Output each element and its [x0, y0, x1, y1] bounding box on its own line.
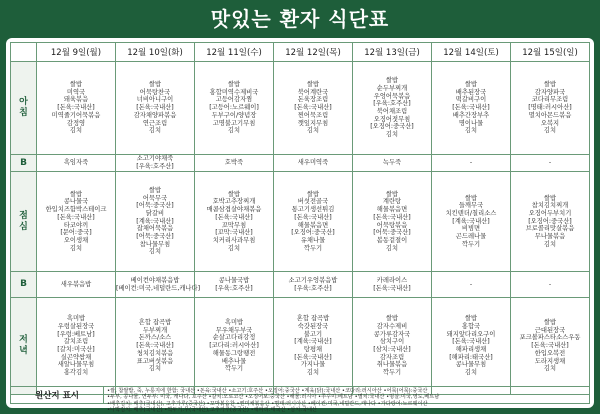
menu-item: [꼬막:국내산]	[215, 229, 253, 237]
menu-item: 치커리사과무침	[212, 236, 256, 244]
snack2-cell	[432, 272, 511, 298]
menu-item: 순살고다리강정	[212, 334, 256, 342]
menu-item: 치킨텐더/칠리소스	[445, 209, 497, 217]
menu-item: 해물볶음면	[297, 221, 329, 229]
day-header: 12월 11일(수)	[195, 43, 274, 62]
menu-item: [돈육:국내산]	[136, 104, 174, 112]
menu-item: 우엉어묵볶음	[373, 92, 411, 100]
origin-label: 원산지 표시	[11, 387, 104, 403]
snack1-cell	[116, 155, 195, 172]
menu-item: 쌀밥	[543, 194, 557, 202]
snack2-cell	[195, 272, 274, 298]
menu-item: [명태:러시아산]	[528, 104, 572, 112]
menu-item: 감자수제비	[376, 322, 408, 330]
menu-item: 감자조림	[379, 353, 405, 361]
menu-item: 코다리무조림	[531, 96, 569, 104]
menu-item: [돈육:국내산]	[294, 213, 332, 221]
snack2-row	[11, 272, 590, 298]
snack2-cell	[511, 272, 590, 298]
menu-item: [코다리:러시아산]	[209, 342, 259, 350]
menu-item: 쌀밥	[69, 190, 83, 198]
menu-item: 소고기야채죽	[136, 155, 174, 163]
menu-item: [돈육:국내산]	[373, 284, 411, 292]
meal-label: 저 녁	[11, 298, 37, 395]
lunch-cell	[353, 172, 432, 272]
dinner-cell	[195, 298, 274, 395]
menu-item: 김치	[227, 244, 241, 252]
menu-item: 멸치아몬드볶음	[528, 111, 572, 119]
menu-item: 표고버섯볶음	[136, 357, 174, 365]
menu-item: 감자채양파볶음	[133, 111, 177, 119]
menu-item: 돼육볶음	[63, 96, 89, 104]
breakfast-cell	[353, 62, 432, 155]
meal-label: B	[11, 155, 37, 172]
menu-item: 어묵무국	[142, 194, 168, 202]
menu-item: 오징어두부치기	[528, 209, 572, 217]
menu-item: -	[548, 159, 552, 167]
snack1-cell	[353, 155, 432, 172]
menu-item: 숙갓된장국	[297, 322, 329, 330]
menu-item: [갈치:미국산]	[57, 346, 95, 353]
menu-item: 쌀밥	[385, 190, 399, 198]
menu-item: 홍합미역수제비국	[209, 88, 259, 96]
menu-item: 오이생채	[63, 236, 89, 244]
lunch-row	[11, 172, 590, 272]
menu-item: 콩나물국밥	[218, 276, 250, 284]
menu-item: -	[469, 280, 473, 288]
menu-item: 잡채어묵볶음	[136, 225, 174, 233]
menu-item: 불고기	[303, 330, 323, 338]
menu-item: 계란탕	[382, 198, 402, 206]
menu-item: 깍두기	[224, 365, 244, 373]
origin-line: •나박김치: 배추(국내산) •깍두기:무(국내산),고추가루(중국산) •해파리:태국산 •삼치:국내산	[107, 406, 317, 413]
menu-item: 우렁살된장국	[57, 322, 95, 330]
snack1-cell	[195, 155, 274, 172]
menu-item: 쌀밥	[385, 315, 399, 323]
corner-cell	[11, 43, 37, 62]
lunch-cell	[37, 172, 116, 272]
menu-item: 김치	[148, 127, 162, 135]
snack1-cell	[511, 155, 590, 172]
menu-item: [돈육:국내산]	[57, 104, 95, 112]
snack2-cell	[116, 272, 201, 298]
menu-item: 감정영	[66, 119, 86, 127]
menu-item: 두부찌개	[142, 326, 168, 334]
menu-item: 무우채두부국	[215, 326, 253, 334]
menu-item: 오복지	[540, 119, 560, 127]
snack1-cell	[274, 155, 353, 172]
origin-line: •두부, 콩나물, 연두부: 미국, 캐나다, 호주산 •갈치:모로코산 •오징어보:중국산 •해물:러시아 •쭈꾸미:베트남 •멸치:국내산 •멍살:미국,영도,베트남	[107, 394, 440, 401]
menu-item: [삼치:국내산]	[373, 346, 411, 353]
menu-item: 김치	[385, 131, 399, 139]
menu-item: [우육:호주산]	[215, 284, 253, 292]
menu-item: 김치	[306, 369, 320, 377]
menu-item: 흑임자죽	[63, 159, 89, 167]
menu-item: [오징어:중국산]	[528, 217, 572, 225]
menu-item: 김치	[543, 240, 557, 248]
menu-item: 김치	[148, 248, 162, 256]
menu-item: 청치김치볶음	[136, 349, 174, 357]
menu-item: 배추간장부추	[452, 111, 490, 119]
day-header: 12월 15일(일)	[511, 43, 590, 62]
menu-item: 쌀밥	[385, 77, 399, 85]
menu-item: [우육:호주산]	[136, 163, 174, 170]
menu-item: 근대된장국	[534, 326, 566, 334]
menu-item: 쌀밥	[148, 81, 162, 89]
menu-item: 배추나물	[221, 357, 247, 365]
menu-item: [돈육:국내산]	[215, 213, 253, 221]
lunch-cell	[116, 172, 195, 272]
menu-item: [어묵:중국산]	[136, 202, 174, 210]
menu-item: 김치	[69, 127, 83, 135]
menu-item: 돈육장조림	[297, 96, 329, 104]
breakfast-cell	[511, 62, 590, 155]
menu-item: 호박고추장찌개	[212, 198, 256, 206]
menu-item: 쌀밥	[464, 315, 478, 323]
menu-item: 김치	[543, 127, 557, 135]
menu-item: [우육:호주산]	[373, 100, 411, 108]
menu-item: 홍각김치	[63, 369, 89, 377]
menu-item: 깻잎지무침	[297, 119, 329, 127]
menu-item: 포크볼파스타소스우동	[519, 334, 581, 342]
breakfast-row	[11, 62, 590, 155]
lunch-cell	[432, 172, 511, 272]
menu-item: 쌀밥	[543, 81, 557, 89]
meal-label: B	[11, 272, 37, 298]
menu-item: 새우볶음밥	[60, 280, 92, 288]
menu-item: 김치	[148, 365, 162, 373]
menu-item: [베이컨:미국,네덜란드,캐나다]	[116, 284, 201, 292]
menu-item: 브로콜리맛살볶음	[525, 225, 575, 233]
menu-item: [계육:국내산]	[136, 217, 174, 225]
menu-item: 꼬막무침	[221, 221, 247, 229]
menu-item: [돈육:국내산]	[452, 104, 490, 112]
dinner-row	[11, 298, 590, 395]
menu-item: 가지나물	[300, 361, 326, 369]
menu-item: 순두부찌개	[376, 84, 408, 92]
page-title: 맛있는 환자 식단표	[210, 7, 390, 31]
menu-item: -	[548, 280, 552, 288]
menu-item: 새우미역죽	[297, 159, 329, 167]
menu-item: [우육:호주산]	[294, 284, 332, 292]
menu-item: 찐어묵조림	[297, 111, 329, 119]
menu-item: 홍합국	[461, 322, 481, 330]
menu-item: 호박죽	[224, 159, 244, 167]
lunch-cell	[511, 172, 590, 272]
menu-item: [돈육:국내산]	[294, 353, 332, 361]
menu-item: 닭갈비	[145, 209, 165, 217]
menu-item: 매콤삼겹살야채볶음	[206, 206, 262, 214]
menu-item: [돈육:국내산]	[136, 342, 174, 350]
menu-item: 너비아니구이	[136, 96, 174, 104]
menu-item: 봄동겉절이	[376, 236, 408, 244]
menu-item: 무나물볶음	[534, 233, 566, 241]
menu-item: 김치	[464, 369, 478, 377]
origin-line: •쌀, 찹쌀밥, 죽, 누룽지에 한함: 국내산 •돈육:국내산 •소고기:호주산 •오징어:중국산 •계육(닭):국내산 •코다리:러시아산 •어묵(어묵):중국산	[107, 388, 428, 394]
menu-item: 김치	[385, 244, 399, 252]
breakfast-cell	[195, 62, 274, 155]
menu-item: 김치	[69, 244, 83, 252]
menu-item: 갈치조림	[63, 338, 89, 346]
day-header-row	[11, 43, 590, 62]
menu-item: 버섯전골국	[297, 198, 329, 206]
menu-item: 쌀밥	[227, 81, 241, 89]
menu-item: 한입치즈함박스테이크	[45, 206, 107, 214]
menu-item: 유채나물	[300, 236, 326, 244]
menu-item: 김치	[464, 127, 478, 135]
menu-item: [돈육:국내산]	[452, 338, 490, 346]
menu-item: 쌀밥	[464, 81, 478, 89]
breakfast-cell	[116, 62, 195, 155]
menu-item: [오징어:중국산]	[291, 229, 335, 237]
menu-item: [문어:중국]	[60, 229, 92, 237]
snack1-cell	[432, 155, 511, 172]
dinner-cell	[274, 298, 353, 395]
menu-item: 김치	[306, 127, 320, 135]
menu-item: 김치	[227, 127, 241, 135]
dinner-cell	[37, 298, 116, 395]
menu-item: 어묵탕찬국	[139, 88, 171, 96]
snack2-cell	[353, 272, 432, 298]
menu-item: 쌀밥	[306, 190, 320, 198]
menu-item: 김치	[543, 365, 557, 373]
menu-item: 새알나물무침	[57, 361, 95, 369]
menu-item: [고등어:노르웨이]	[209, 104, 259, 112]
snack2-cell	[37, 272, 116, 298]
snack2-cell	[274, 272, 353, 298]
menu-item: [계육:국내산]	[294, 338, 332, 346]
lunch-cell	[274, 172, 353, 272]
menu-item: [어묵:중국산]	[136, 233, 174, 241]
menu-item: 쌀밥	[227, 190, 241, 198]
meal-label: 아 침	[11, 62, 37, 155]
menu-item: 흑미밥	[224, 319, 244, 327]
day-header: 12월 9일(월)	[37, 43, 116, 62]
menu-item: [어묵:중국산]	[373, 229, 411, 237]
meal-label: 점 심	[11, 172, 37, 272]
menu-item: 쌀밥	[69, 81, 83, 89]
menu-item: 타코야끼	[63, 221, 89, 229]
menu-item: [돈육:국내산]	[294, 104, 332, 112]
menu-sheet	[6, 38, 594, 413]
snack1-row	[11, 155, 590, 172]
menu-item: [오징어:중국산]	[370, 123, 414, 131]
menu-item: 북어계란국	[297, 88, 329, 96]
menu-item: 감자양파국	[534, 88, 566, 96]
menu-item: 배추된장국	[455, 88, 487, 96]
menu-item: 실곤약쌈채	[60, 353, 92, 361]
menu-item: 해물볶음면	[376, 206, 408, 214]
menu-item: 통고기생선튀김	[291, 206, 335, 214]
breakfast-cell	[432, 62, 511, 155]
menu-item: 고등어감자찜	[215, 96, 253, 104]
menu-item: 흔합 잡곡밥	[138, 319, 172, 327]
menu-item: [해파리:태국산]	[449, 353, 493, 361]
menu-item: 카레라이스	[376, 276, 408, 284]
dinner-cell	[116, 298, 195, 395]
menu-item: 참나물무침	[139, 240, 171, 248]
menu-item: 떡갈비구이	[455, 96, 487, 104]
menu-item: 취나물볶음	[376, 361, 408, 369]
menu-item: 어묵탕볶음	[376, 221, 408, 229]
menu-item: 오징어젓무침	[373, 115, 411, 123]
menu-item: [돈육:국내산]	[57, 213, 95, 221]
menu-item: 들깨무국	[458, 202, 484, 210]
menu-item: [돈육:국내산]	[531, 342, 569, 350]
menu-item: 연근조림	[142, 119, 168, 127]
day-header: 12월 13일(금)	[353, 43, 432, 62]
origin-section	[10, 386, 590, 413]
menu-item: 해파리생채	[455, 346, 487, 353]
menu-item: 미역줄기어묵볶음	[51, 111, 101, 119]
day-header: 12월 14일(토)	[432, 43, 511, 62]
menu-item: 돈까스/소스	[138, 334, 172, 342]
menu-item: 쌀밥	[148, 186, 162, 194]
menu-item: 베이컨야채볶음밥	[130, 276, 180, 284]
menu-item: 돼지앞다리오구이	[446, 330, 496, 338]
menu-item: 콩나물무침	[455, 361, 487, 369]
lunch-cell	[195, 172, 274, 272]
menu-item: 깍두기	[382, 369, 402, 377]
dinner-cell	[511, 298, 590, 395]
origin-text	[104, 387, 589, 413]
menu-item: 깍두기	[461, 240, 481, 248]
menu-item: 혼합 잡곡밥	[296, 315, 330, 323]
menu-item: 소고기우엉볶음밥	[288, 276, 338, 284]
menu-item: 북어채조림	[376, 108, 408, 115]
menu-item: 콩가루감자국	[373, 330, 411, 338]
day-header: 12월 12일(목)	[274, 43, 353, 62]
menu-item: 비빔면	[461, 225, 481, 233]
menu-table	[10, 42, 590, 395]
menu-item: 미역국	[66, 88, 86, 96]
menu-item: -	[469, 159, 473, 167]
menu-item: [계육:국내산]	[452, 217, 490, 225]
menu-item: 쌀밥	[543, 319, 557, 327]
menu-item: 도라지생채	[534, 357, 566, 365]
day-header: 12월 10일(화)	[116, 43, 195, 62]
menu-item: 참치김치찌개	[531, 202, 569, 210]
menu-item: 콩나물국	[63, 198, 89, 206]
menu-item: 명이나물	[458, 119, 484, 127]
menu-item: 녹두죽	[382, 159, 402, 167]
menu-item: 한입오복전	[534, 349, 566, 357]
snack1-cell	[37, 155, 116, 172]
menu-item: 삼치구이	[379, 338, 405, 346]
menu-item: [우렁:베트남]	[57, 330, 95, 338]
origin-line: •배추김치: 배추(국내산), 고추가루(중국산) •꼬막볶음찬 •찐미채볶음산 •명태:러시아산 •베이컨:미국,네덜란드,캐나다 •가다랑어:노르웨이산	[107, 400, 428, 407]
menu-item: 깍두기	[303, 244, 323, 252]
dinner-cell	[353, 298, 432, 395]
menu-item: 두부구이/양념장	[211, 111, 257, 119]
menu-item: 쌀밥	[306, 81, 320, 89]
menu-item: 해물동그랑땡전	[212, 349, 256, 357]
breakfast-cell	[37, 62, 116, 155]
breakfast-cell	[274, 62, 353, 155]
dinner-cell	[432, 298, 511, 395]
menu-item: 쌀밥	[464, 194, 478, 202]
menu-item: [돈육:국내산]	[373, 213, 411, 221]
menu-item: 탕평채	[303, 346, 323, 353]
menu-item: 고명불고기무침	[212, 119, 256, 127]
menu-item: 흑미밥	[66, 315, 86, 323]
menu-item: 곤드레나물	[455, 233, 487, 241]
